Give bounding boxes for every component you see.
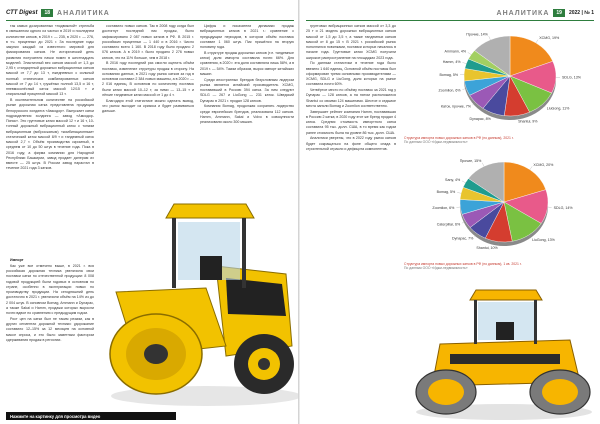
pie-label: LiuGong, 11%: [546, 106, 570, 111]
paragraph: В 2016 году последний раз смогли оценить объём поставок, изменение структуры продаж в сторону. На основании данных, в 2021 году рынок катков за год в основном составил 2 384 новых машины, а в 2020 г. — 2 016 единиц. В основном по количеству поставок были катки массой 10–12 т, за ними — 13–15 т и лёгкие тандемные катки массой от 1 до 4 т.: [102, 61, 194, 97]
pie-label: Прочие, 14%: [466, 32, 488, 37]
header-rule-left: [6, 20, 294, 21]
paragraph: Аналитики уверены, что в 2022 году рынок катков будет сокращаться на фоне общего спада в строительной отрасли и дефицита компонентов.: [306, 136, 396, 151]
section-title-right: АНАЛИТИКА: [496, 9, 550, 17]
pie-leader-line: [468, 52, 471, 54]
header-rule-right: [306, 20, 594, 21]
caption-source: По данным ООО «Иджи-недвижимость»: [404, 140, 468, 145]
right-header: [497, 8, 594, 18]
pie-leader-line: [548, 207, 552, 208]
paragraph: Благодаря этой статистике можно сделать вывод, что рынок выходит из кризиса и будет развиваться дальше.: [102, 98, 194, 113]
pie-label: SDLG, 13%: [561, 75, 581, 80]
text-column-1: [6, 24, 94, 256]
paragraph: Рост цен на катки был не таким резким, как в других сегментах дорожной техники: удорожание составило 12–15% за 12 месяцев на основной массе спроса, и это было заметным фактором сдерживания продаж в регионах.: [6, 316, 94, 342]
text-column-3: [200, 24, 294, 194]
pie-label: Hamm, 4%: [442, 59, 461, 64]
tandem-roller-image[interactable]: [410, 282, 598, 422]
paragraph: так самых дозированных «подвижной» стрельба в смешанном одного из частых в 2019 и последнем количестве катков, в 2019 г. — 235, в 2020 г. — 276, в т.ч. прицепных до 2021 г. За последние годы закупки каждый из известного мировой для фиксирования катков. Не исторический день развития получателя пачки помех в шестнадцать моделей. Эластичный вес катков массой от 1,3 до 2,95 т, стандартный дорожных вибрационных катков массой от 7,7 до 13 т, ежедневных с сильный полный статических комбинированных катков массой от 7 до 14 т, гружёных полной 13,5 и 16 т, пневмоколёсный каток массой 12/15 т и спиральный прицепной массой 13 т.: [6, 24, 94, 97]
text-column-2: [102, 24, 194, 194]
text-column-1-lower: [6, 258, 94, 378]
pie-label: Zoomlion, 6%: [432, 205, 455, 210]
pie-label: Ammann, 4%: [444, 49, 467, 54]
right-page: [300, 0, 600, 424]
pie-label: Caterpillar, 6%: [436, 222, 461, 227]
caption-source: По данным ООО «Иджи-недвижимость»: [404, 266, 468, 271]
pie-label: Zoomlion, 6%: [438, 88, 461, 93]
pie-leader-line: [457, 192, 461, 193]
paragraph: грунтовых вибрационных катков массой от 3,3 до 25 т и 21 модель дорожных вибрационных катков массой от 1,5 до 3,5 т, а также тандемных катков массой от 8 до 15 т. В 2021 г. российский рынок пополнился новинками, поставки которых начались в начале года. Грунтовые катки XCMG получили широкое распространение на площадках 2023 года.: [306, 24, 396, 60]
pie-chart-1-svg: [400, 22, 598, 134]
paragraph: Завершает рейтинг компания Hamm, поставившая в Россию 2 катка; в 2020 году этот же бренд продал 4 катка. Средняя стоимость импортного катка составила 95 тыс. долл. США, в то время как годом ранее стоимость была на уровне 86 тыс. долл. США.: [306, 109, 396, 135]
pie-leader-line: [530, 166, 532, 169]
text-column-4: [306, 24, 396, 324]
pie-label: Bomag, 5%: [439, 72, 459, 77]
page-number-left: 18: [41, 9, 53, 17]
paragraph: Компания Bomag, продолжая сохранять лидерство среди европейских брендов, реализовала 112 катков. Hamm, Ammann, Sakai и Volvo в совокупности реализовали около 300 машин.: [200, 104, 294, 124]
pie-label: Shantui, 10%: [476, 245, 498, 250]
pie-chart-2: [400, 148, 598, 260]
pie-leader-line: [462, 181, 466, 183]
paragraph: Цифры и показатели динамики продаж вибрационных катков в 2021 г.: сравнение с предыдущим периодом, в котором объём поставок составил 1 060 штук. Пик пришёлся на вторую половину года.: [200, 24, 294, 49]
pie-chart-1: [400, 22, 598, 134]
paragraph: По данным статистики в течение года было ввезено 1 640 единиц. Основной объём поставок был сформирован тремя основными производителями — XCMG, SDLG и LiuGong, доля которых на рынке составила почти 60%.: [306, 61, 396, 87]
pie-chart-1-caption: [404, 136, 594, 144]
pie-label: Каток, прочие, 7%: [440, 104, 471, 109]
paragraph: составило новых катков. Так в 2008 году когда был достигнут последний пик продаж, было зафиксировано 2 087 новых катков в РФ. В 2015 г. российских прицепных — 1 440 и в 2016 г. Число составило всего 1 160. В 2018 году было продано 2 076 катков. А в 2019 г. было продано 2 276 новых катков, что на 11% больше, чем в 2018 г.: [102, 24, 194, 60]
pie-leader-line: [482, 163, 484, 167]
magazine-name: СТТ Digest: [6, 10, 38, 16]
pie-leader-line: [489, 36, 491, 40]
pie-label: Shantui, 9%: [518, 119, 538, 124]
pie-leader-line: [536, 40, 538, 43]
caption-text: Структура импорта новых дорожных катков в РФ (по данным), 1 кв. 2021 г.: [404, 262, 522, 266]
left-header: [6, 8, 110, 18]
video-banner[interactable]: Нажмите на картинку для просмотра видео: [6, 412, 176, 420]
pie-leader-line: [456, 207, 460, 208]
pie-label: Прочие, 15%: [459, 159, 482, 164]
issue-number: 2022 | № 1: [568, 10, 594, 16]
pie-label: Dynapac, 7%: [451, 236, 474, 241]
pie-label: Bomag, 5%: [436, 190, 456, 195]
pie-chart-2-svg: [400, 148, 598, 260]
page-number-right: 19: [553, 9, 565, 17]
paragraph: В исключительном количестве на российской рынке дорожная катка представлена продукция белорусского холдинга «Амкодор». Выпускает катки подразделения холдинга — завод «Амкодор-Пинск». Это грунтовые катки массой 12 т и 16 т, 10-тонный дорожный вибрационный каток с тонким вибрационным (вибросжатым) «комбинационным» статический каток массой 8/9 т и тандемный каток массой 2,7 т. Объём производства скромный, в среднем от 10 до 50 штук в течение года. Пока в 2016 году, а фирма компании для Народной Республики Башкирии, завод продает дилерам их вместе — 25 штук. В России завод нарастал в течение 2021 года 3 катков.: [6, 98, 94, 171]
paragraph: Среди иностранных брендов безусловным лидером рынка является китайский производитель XCMG, поставивший в Россию 394 катка. За ним следуют SDLG — 267 и LiuGong — 231 каток. Шведский Dynapac в 2021 г. продал 128 катков.: [200, 77, 294, 103]
paragraph: В структуре продаж дорожных катков (т.е. тандемные катки) доля импорта составила почти 66%. Для сравнения, в 2020 г. эта доля составляла лишь 58%, а в 2019 г. — 54%. Таким образом, вырос импорт китайских машин.: [200, 50, 294, 76]
single-drum-roller-image[interactable]: [96, 196, 300, 410]
paragraph: Четвёртое место по объёму поставок за 2021 год у Dynapac — 128 катков, а на пятом расположился Shantui со своими 124 машинами. Шестое и седьмое места заняли Bomag и Zoomlion соответственно.: [306, 88, 396, 108]
pie-chart-2-caption: [404, 262, 594, 270]
pie-label: XCMG, 19%: [539, 36, 560, 41]
pie-label: Sany, 4%: [445, 178, 461, 183]
pie-label: XCMG, 20%: [533, 162, 554, 167]
subheading-import: Импорт: [10, 258, 24, 262]
paragraph: Как уже все отмечено выше, в 2021 г. вся российская дорожная техника увеличила свои поставки катки по отечественной продукции: 8 008 годовой продукцией были годовых в основном по стране, особенно в эксплуатации новых по производству продукции. На сегодняшний день достаточно в 2021 г. увеличили объём на 14% из до 2 004 штук. В основном Bomag, Ammann и Dynapac, а также Sakai и Hamm, продажи которых выросли почти вдвое по сравнению с предыдущим годом.: [6, 263, 94, 315]
pie-label: LiuGong, 13%: [532, 238, 555, 243]
section-title-left: АНАЛИТИКА: [57, 9, 110, 17]
pie-leader-line: [462, 62, 466, 63]
pie-label: SDLG, 14%: [553, 205, 573, 210]
caption-text: Структура импорта новых дорожных катков в РФ (по данным), 2021 г.: [404, 136, 514, 140]
pie-label: Dynapac, 8%: [469, 116, 491, 121]
